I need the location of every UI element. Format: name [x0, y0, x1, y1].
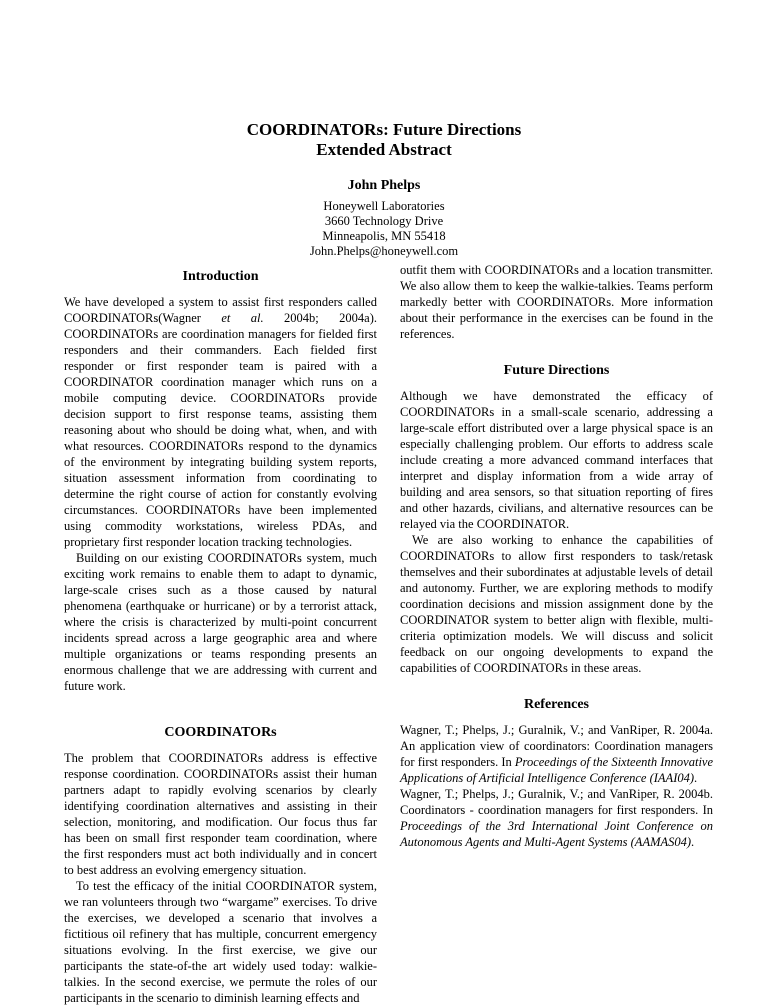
affiliation-city: Minneapolis, MN 55418	[322, 229, 446, 243]
title-line-2: Extended Abstract	[316, 140, 452, 159]
intro-p1-etal: et al.	[221, 311, 264, 325]
ref1-text: Wagner, T.; Phelps, J.; Guralnik, V.; and VanRiper, R. 2004a. An application view of coordinators: Coordination managers for first responders. In	[400, 723, 713, 769]
reference-entry-2	[400, 786, 713, 850]
author-affiliation	[0, 199, 768, 259]
intro-p1-post: 2004b; 2004a). COORDINATORs are coordination managers for fielded first responders and their commanders. Each fielded first responder or first responder team is paired with a COORDINATOR coordination manager which runs on a mobile computing device. COORDINATORs provide decision support to first response teams, assisting them reasoning about who should be doing what, when, and with what resources. COORDINATORs respond to the dynamics of the environment by integrating building system reports, situation assessment information from coordinating to determine the right course of action for constantly evolving circumstances. COORDINATORs have been implemented using commodity workstations, wireless PDAs, and proprietary first responder location tracking technologies.	[64, 311, 378, 549]
coord-paragraph-1: The problem that COORDINATORs address is effective response coordination. COORDINATORs assist their human partners adapt to rapidly evolving scenarios by clearly identifying coordination alternatives and assisting in their selection, monitoring, and modification. Our focus thus far has been on small first responder team coordination, where the first responders must act both individually and in concert to best address an evolving emergency situation.	[64, 751, 377, 877]
ref2-text: Wagner, T.; Phelps, J.; Guralnik, V.; and VanRiper, R. 2004b. Coordinators - coordination managers for first responders. In	[400, 787, 713, 817]
intro-paragraph-2: Building on our existing COORDINATORs system, much exciting work remains to enable them to adapt to dynamic, large-scale crises such as a those caused by natural phenomena (earthquake or hurricane) or by a terrorist attack, where the crisis is characterized by multi-point concurrent incidents spread across a large geographic area and where multiple organizations or teams responding presents an enormous challenge that we are addressing with current and future work.	[64, 551, 377, 693]
ref1-venue: Proceedings of the Sixteenth Innovative Applications of Artificial Intelligence Conference (IAAI04)	[400, 755, 714, 785]
section-heading-future-directions: Future Directions	[503, 363, 610, 378]
paper-title	[0, 120, 768, 160]
future-paragraph-2: We are also working to enhance the capabilities of COORDINATORs to allow first responders to task/retask themselves and their subordinates at adjustable levels of detail and autonomy. Further, we are exploring methods to modify coordination decisions and mission assignment done by the COORDINATOR system to better align with flexible, multi-criteria optimization models. We will discuss and solicit feedback on our ongoing developments to expand the capabilities of COORDINATORs in these areas.	[400, 533, 713, 675]
author-name: John Phelps	[347, 178, 421, 193]
section-heading-coordinators: COORDINATORs	[164, 725, 277, 740]
left-column	[64, 262, 377, 1006]
intro-paragraph-1	[64, 294, 377, 550]
ref2-end: .	[691, 835, 695, 849]
coord-paragraph-3: outfit them with COORDINATORs and a location transmitter. We also allow them to keep the walkie-talkies. Teams perform markedly better with COORDINATORs. More information about their performance in the exercises can be found in the references.	[400, 263, 713, 341]
section-heading-introduction: Introduction	[182, 269, 259, 284]
section-heading-references: References	[523, 697, 590, 712]
reference-entry-1	[400, 722, 713, 786]
affiliation-org: Honeywell Laboratories	[323, 199, 445, 213]
affiliation-email: John.Phelps@honeywell.com	[309, 244, 459, 258]
title-line-1: COORDINATORs: Future Directions	[246, 120, 522, 139]
ref2-venue: Proceedings of the 3rd International Joint Conference on Autonomous Agents and Multi-Agent Systems (AAMAS04)	[400, 819, 713, 849]
intro-p1-pre: We have developed a system to assist first responders called COORDINATORs(Wagner	[64, 295, 377, 325]
coord-paragraph-2: To test the efficacy of the initial COORDINATOR system, we ran volunteers through two “wargame” exercises. To drive the exercises, we developed a scenario that involves a fictitious oil refinery that has multiple, concurrent emergency situations evolving. In the first exercise, we give our participants the state-of-the art widely used today: walkie-talkies. In the second exercise, we permute the roles of our participants in the scenario to diminish learning effects and	[64, 879, 377, 1005]
future-paragraph-1: Although we have demonstrated the efficacy of COORDINATORs in a small-scale scenario, addressing a large-scale effort distributed over a large physical space is an especially challenging problem. Our efforts to address scale include creating a more advanced command interfaces that interpret and display information from a wide array of building and area sensors, so that situation reporting of fires and other hazards, civilians, and alternative resources can be relayed via the COORDINATOR.	[400, 389, 713, 531]
right-column	[400, 262, 713, 850]
ref1-end: .	[694, 771, 698, 785]
affiliation-street: 3660 Technology Drive	[324, 214, 444, 228]
